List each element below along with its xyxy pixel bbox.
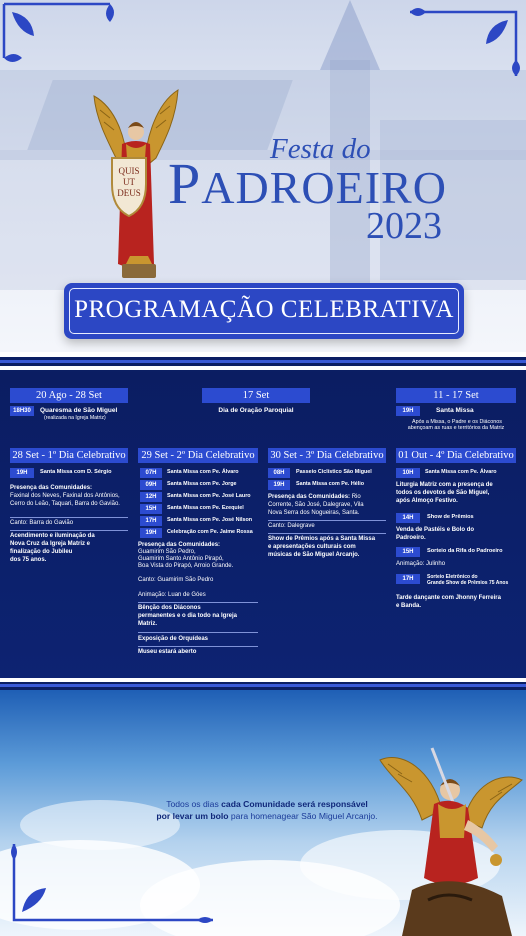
message-part-2: cada Comunidade será responsável	[221, 799, 368, 809]
footer-section	[0, 690, 526, 936]
day1-cross-3: finalização do Jubileu	[10, 549, 73, 555]
day3-rule-1	[268, 520, 386, 521]
day3-rule-2	[268, 533, 386, 534]
day2-rule-1	[138, 602, 258, 603]
day2-time-6: 19H	[140, 528, 162, 538]
time-santa-missa: 19H	[396, 406, 420, 416]
hero-section	[0, 0, 526, 352]
day2-communities-label: Presença das Comunidades:	[138, 542, 221, 548]
divider-stripe-bottom-1	[0, 678, 526, 682]
header-day1: 28 Set - 1º Dia Celebrativo	[10, 448, 128, 463]
message-part-4: para homenagear São Miguel Arcanjo.	[228, 811, 378, 821]
day4-time-raffle: 15H	[396, 547, 420, 557]
day3-communities	[268, 494, 361, 502]
tower-spire	[320, 0, 380, 70]
divider-stripe-top-3	[0, 366, 526, 370]
day3-show-2: e apresentações culturais com	[268, 544, 356, 550]
day2-time-3: 12H	[140, 492, 162, 502]
header-day4: 01 Out - 4º Dia Celebrativo	[396, 448, 516, 463]
day3-communities-3: Nova Serra dos Nogueiras, Santa.	[268, 510, 360, 516]
shield-text-1: QUIS	[118, 166, 140, 176]
day1-cross-2: Nova Cruz da Igreja Matriz e	[10, 541, 91, 547]
ornament-bottom-left-icon	[8, 838, 218, 928]
day4-sale-1: Venda de Pastéis e Bolo do	[396, 527, 475, 533]
day2-mass-2: Santa Missa com Pe. Jorge	[167, 481, 237, 487]
ornament-top-left-icon	[0, 0, 120, 70]
message-part-1: Todos os dias	[166, 799, 222, 809]
divider-stripe-bottom-2	[0, 684, 526, 687]
day4-sale-2: Padroeiro.	[396, 535, 426, 541]
day4-raffle: Sorteio da Rifa do Padroeiro	[427, 548, 503, 554]
day4-mass: Santa Missa com Pe. Álvaro	[425, 469, 497, 475]
day2-time-2: 09H	[140, 480, 162, 490]
oracao-title: Dia de Oração Paroquial	[218, 407, 294, 414]
day2-rule-2	[138, 632, 258, 633]
day2-time-5: 17H	[140, 516, 162, 526]
time-quaresma: 18H30	[10, 406, 34, 416]
day1-cross-1: Acendimento e iluminação da	[10, 533, 95, 539]
day2-animation: Animação: Luan de Góes	[138, 592, 206, 598]
day2-chant: Canto: Guamirim São Pedro	[138, 577, 214, 583]
header-day3: 30 Set - 3º Dia Celebrativo	[268, 448, 386, 463]
day2-blessing-3: Matriz.	[138, 621, 158, 627]
day1-rule-1	[10, 517, 128, 518]
day3-chant: Canto: Dalegrave	[268, 523, 315, 529]
title-festa-do: Festa do	[270, 133, 371, 165]
day3-show-1: Show de Prêmios após a Santa Missa	[268, 536, 376, 542]
ornament-top-right-icon	[400, 6, 520, 81]
day3-communities-tail: Rio	[351, 494, 361, 500]
santa-missa-note-2: abençoam as ruas e territórios da Matriz	[407, 425, 505, 431]
day4-dance-1: Tarde dançante com Jhonny Ferreira	[396, 595, 501, 601]
day3-time-2: 19H	[268, 480, 290, 490]
day4-time-draw: 17H	[396, 574, 420, 584]
divider-stripe-top-2	[0, 360, 526, 363]
day2-mass-5: Santa Missa com Pe. José Nilson	[167, 517, 253, 523]
quaresma-note: (realizada na Igreja Matriz)	[44, 415, 106, 421]
day2-mass-6: Celebração com Pe. Jaime Rossa	[167, 529, 253, 535]
day4-liturgy-1: Liturgia Matriz com a presença de	[396, 482, 493, 488]
day4-liturgy-3: após Almoço Festivo.	[396, 498, 458, 504]
day3-communities-2: Corrente, São José, Dalegrave, Vila	[268, 502, 364, 508]
day4-animation: Animação: Julinho	[396, 561, 446, 567]
day2-mass-3: Santa Missa com Pe. José Lauro	[167, 493, 251, 499]
santa-missa-note-1: Após a Missa, o Padre e os Diáconos	[412, 419, 502, 425]
title-adroeiro: ADROEIRO	[201, 162, 447, 213]
day2-mass-4: Santa Missa com Pe. Ezequiel	[167, 505, 244, 511]
day2-rule-3	[138, 646, 258, 647]
header-quaresma: 20 Ago - 28 Set	[10, 388, 128, 403]
title-p: P	[168, 151, 202, 216]
message-part-3: por levar um bolo	[156, 811, 229, 821]
schedule-section	[0, 372, 526, 682]
day3-show-3: músicas de São Miguel Arcanjo.	[268, 552, 360, 558]
day4-draw-1: Sorteio Eletrônico do	[427, 574, 478, 580]
day1-communities: Faxinal dos Neves, Faxinal dos Antônios, Cerro do Leão, Taquari, Barra do Gavião.	[10, 493, 120, 507]
day4-draw-2: Grande Show de Prêmios 75 Anos	[427, 580, 509, 586]
day3-communities-label: Presença das Comunidades:	[268, 494, 351, 500]
shield-text-2: UT	[123, 177, 135, 187]
day4-dance-2: e Banda.	[396, 603, 422, 609]
divider-stripe-top-1	[0, 352, 526, 357]
day2-mass-1: Santa Missa com Pe. Álvaro	[167, 469, 239, 475]
day2-communities-3: Boa Vista do Pirapó, Arroio Grande.	[138, 563, 234, 569]
quaresma-title: Quaresma de São Miguel	[40, 407, 118, 414]
santa-missa-title: Santa Missa	[436, 407, 474, 414]
day2-time-4: 15H	[140, 504, 162, 514]
header-missas-11-17: 11 - 17 Set	[396, 388, 516, 403]
shield-text-3: DEUS	[117, 188, 141, 198]
day2-orchids: Exposição de Orquídeas	[138, 636, 209, 642]
header-day2: 29 Set - 2º Dia Celebrativo	[138, 448, 258, 463]
day1-rule-2	[10, 530, 128, 531]
day2-blessing-2: permanentes e o dia todo na Igreja	[138, 613, 238, 619]
day1-chant: Canto: Barra do Gavião	[10, 520, 74, 526]
day4-time-mass: 10H	[396, 468, 420, 478]
day3-event-2: Santa Missa com Pe. Hélio	[296, 481, 365, 487]
day2-communities-2: Guamirim Santo Antônio Pirapó,	[138, 556, 224, 562]
programacao-banner	[64, 283, 464, 339]
day4-show: Show de Prêmios	[427, 514, 474, 520]
day2-time-1: 07H	[140, 468, 162, 478]
day1-communities-label: Presença das Comunidades:	[10, 485, 93, 491]
day2-museum: Museu estará aberto	[138, 649, 197, 655]
day3-time-1: 08H	[268, 468, 290, 478]
day2-blessing-1: Bênção dos Diáconos	[138, 605, 201, 611]
day4-time-show: 14H	[396, 513, 420, 523]
title-year: 2023	[366, 205, 442, 247]
day1-mass: Santa Missa com D. Sérgio	[40, 469, 112, 475]
day1-cross-4: dos 75 anos.	[10, 557, 47, 563]
banner-title: PROGRAMAÇÃO CELEBRATIVA	[74, 296, 454, 323]
day4-liturgy-2: todos os devotos de São Miguel,	[396, 490, 490, 496]
day2-communities-1: Guamirim São Pedro,	[138, 549, 196, 555]
day3-event-1: Passeio Ciclístico São Miguel	[296, 469, 372, 475]
time-day1-mass: 19H	[10, 468, 34, 478]
saint-michael-archangel-icon	[372, 740, 526, 936]
header-oracao: 17 Set	[202, 388, 310, 403]
